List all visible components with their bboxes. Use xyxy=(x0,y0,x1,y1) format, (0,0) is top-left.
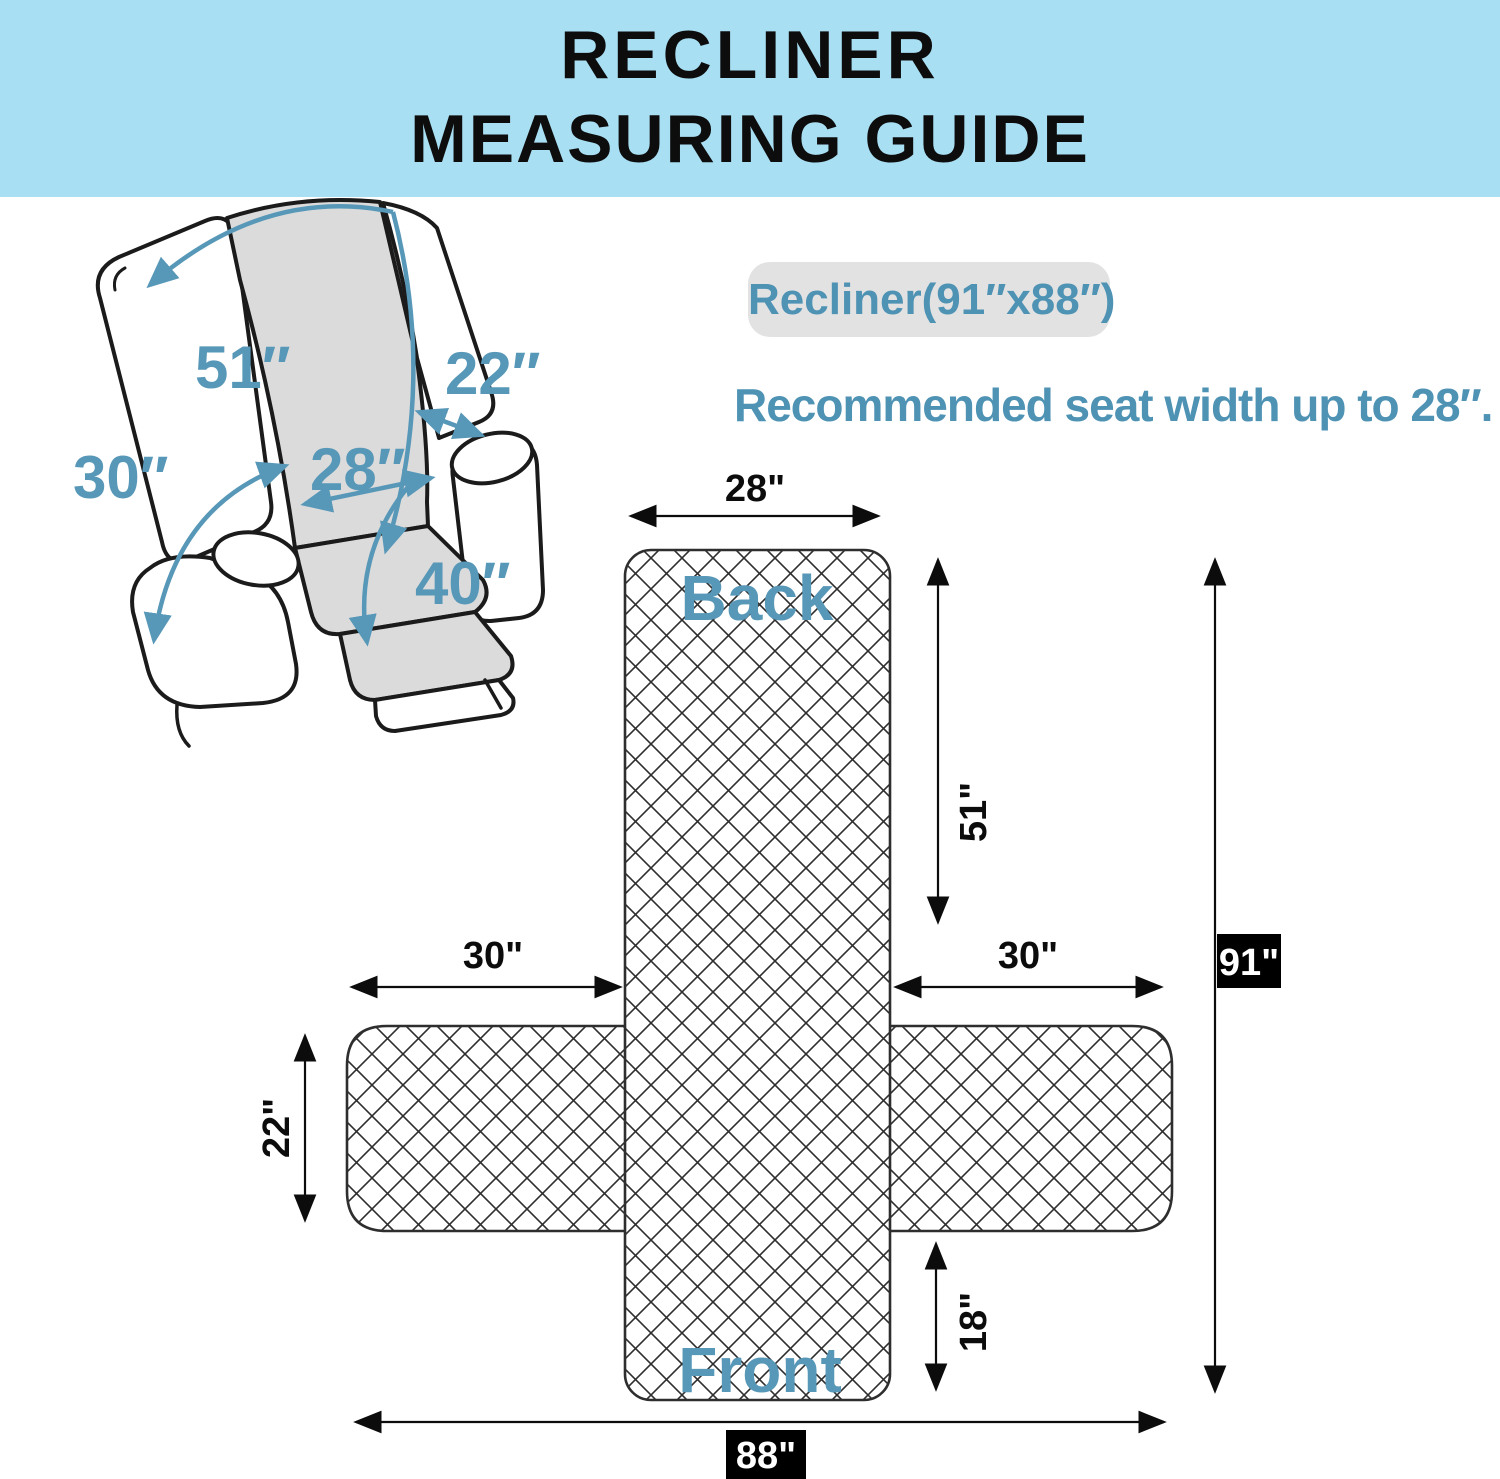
dim-left-arm: 30" xyxy=(462,935,524,977)
label-arm-drop: 30″ xyxy=(73,444,169,511)
label-seat-leg-length: 40″ xyxy=(415,550,511,617)
back-panel-label: Back xyxy=(680,562,834,634)
dim-right-arm: 30" xyxy=(997,935,1059,977)
dim-total-width: 88" xyxy=(735,1435,797,1477)
label-seat-width: 28″ xyxy=(310,436,406,503)
seat-width-note: Recommended seat width up to 28″. xyxy=(734,379,1493,431)
size-badge: Recliner(91″x88″) xyxy=(748,262,1110,337)
label-arm-top-width: 22″ xyxy=(445,340,541,407)
cover-center-panel xyxy=(625,550,890,1400)
page-title-line-1: RECLINER xyxy=(560,17,940,93)
dim-total-height: 91" xyxy=(1218,942,1280,984)
label-back-length: 51″ xyxy=(195,334,291,401)
cover-left-arm-panel xyxy=(347,1026,648,1231)
dim-arm-width: 22" xyxy=(256,1097,298,1159)
dim-back-height: 51" xyxy=(953,781,995,843)
page-title-line-2: MEASURING GUIDE xyxy=(410,101,1090,177)
dim-front-drop: 18" xyxy=(953,1291,995,1353)
cover-right-arm-panel xyxy=(868,1026,1172,1231)
dim-top-width: 28" xyxy=(724,468,786,510)
front-panel-label: Front xyxy=(678,1334,842,1406)
